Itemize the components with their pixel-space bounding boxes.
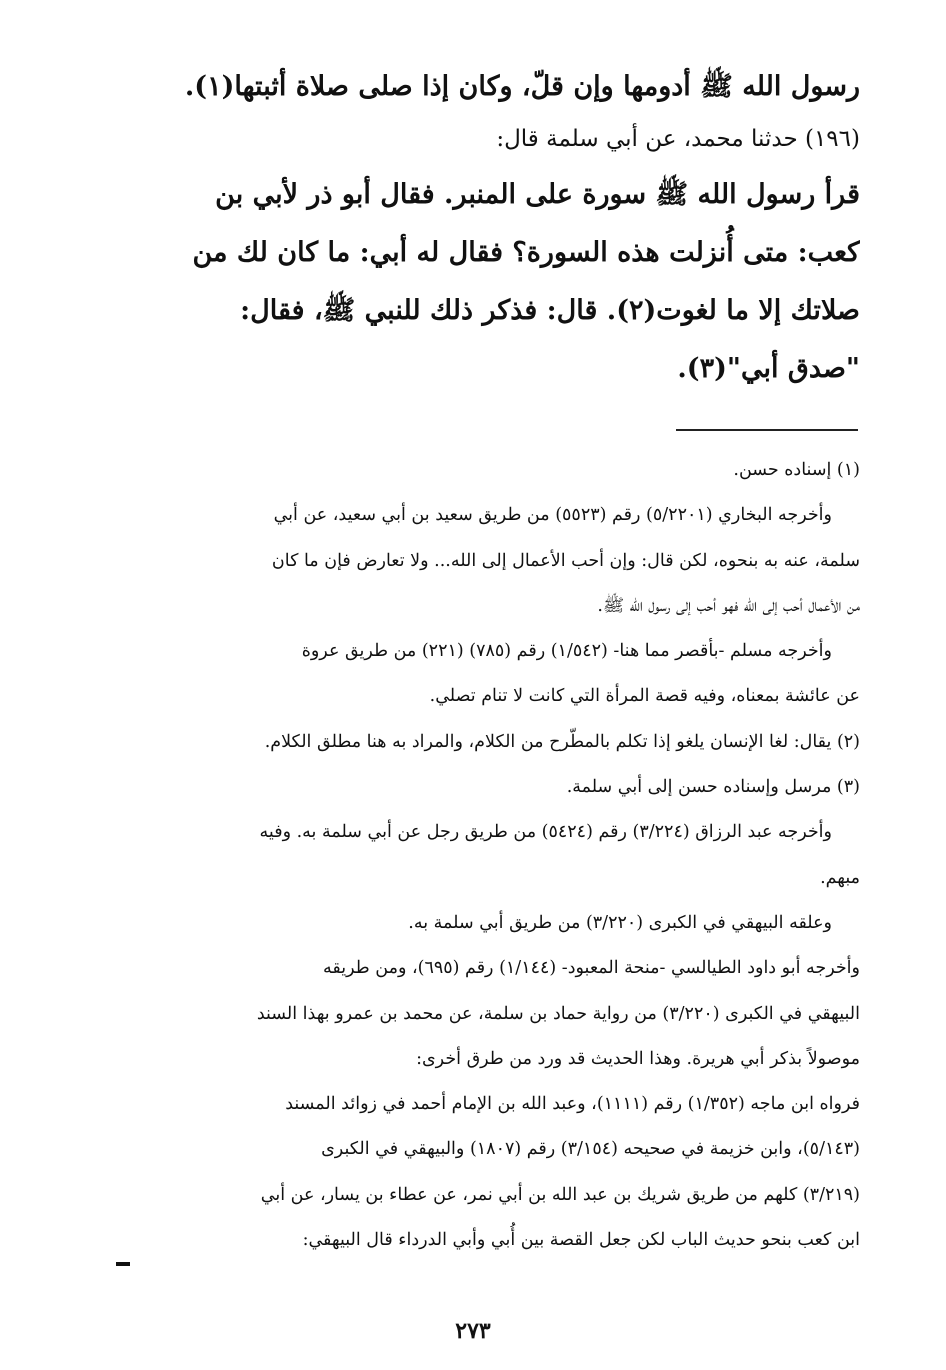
footnote-line: (١) إسناده حسن. [733, 460, 860, 480]
footnote-line: عن عائشة بمعناه، وفيه قصة المرأة التي كانت لا تنام تصلي. [429, 686, 860, 707]
footnotes-block [108, 448, 860, 1263]
footnote-line: البيهقي في الكبرى (٣/٢٢٠) من رواية حماد بن سلمة، عن محمد بن عمرو بهذا السند [256, 1003, 860, 1024]
continuation-mark [116, 1262, 130, 1266]
page-number: ٢٧٣ [455, 1318, 491, 1344]
footnote-line: مبهم. [820, 867, 860, 888]
footnote-line: (٥/١٤٣)، وابن خزيمة في صحيحه (٣/١٥٤) رقم (١٨٠٧) والبيهقي في الكبرى [321, 1139, 860, 1160]
footnote-line: (٢) يقال: لغا الإنسان يلغو إذا تكلم بالمطّرح من الكلام، والمراد به هنا مطلق الكلام. [264, 731, 860, 752]
footnote-line: فرواه ابن ماجه (١/٣٥٢) رقم (١١١١)، وعبد الله بن الإمام أحمد في زوائد المسند [285, 1094, 860, 1115]
main-text-line: رسول الله ﷺ أدومها وإن قلّ، وكان إذا صلى صلاة أثبتها(١). [184, 71, 860, 102]
footnote-line: سلمة، عنه به بنحوه، لكن قال: وإن أحب الأعمال إلى الله... ولا تعارض فإن ما كان [271, 550, 860, 571]
footnote-line: وأخرجه البخاري (٥/٢٢٠١) رقم (٥٥٢٣) من طريق سعيد بن أبي سعيد، عن أبي [273, 505, 832, 526]
hadith-line: قرأ رسول الله ﷺ سورة على المنبر. فقال أبو ذر لأبي بن [215, 179, 860, 210]
footnote-line: ابن كعب بنحو حديث الباب لكن جعل القصة بين أُبي وأبي الدرداء قال البيهقي: [302, 1230, 860, 1251]
hadith-text [100, 166, 860, 398]
footnote-line: وأخرجه مسلم -بأقصر مما هنا- (١/٥٤٢) رقم (٧٨٥) (٢٢١) من طريق عروة [301, 641, 832, 662]
footnote-line: وأخرجه أبو داود الطيالسي -منحة المعبود- (١/١٤٤) رقم (٦٩٥)، ومن طريقه [323, 958, 860, 979]
footnote-line: موصولاً بذكر أبي هريرة. وهذا الحديث قد ورد من طرق أخرى: [416, 1048, 860, 1069]
main-text-block [100, 58, 860, 398]
footnote-line: وأخرجه عبد الرزاق (٣/٢٢٤) رقم (٥٤٢٤) من طريق رجل عن أبي سلمة به. وفيه [259, 822, 832, 843]
footnote-separator [676, 429, 858, 431]
footnote-line: وعلقه البيهقي في الكبرى (٣/٢٢٠) من طريق أبي سلمة به. [408, 912, 832, 933]
hadith-line: صلاتك إلا ما لغوت(٢). قال: فذكر ذلك للنبي ﷺ، فقال: [240, 295, 860, 326]
hadith-line: "صدق أبي"(٣). [677, 353, 860, 384]
footnote-line: (٣) مرسل وإسناده حسن إلى أبي سلمة. [566, 777, 860, 798]
hadith-line: كعب: متى أُنزلت هذه السورة؟ فقال له أبي: ما كان لك من [192, 237, 860, 268]
hadith-intro: (١٩٦) حدثنا محمد، عن أبي سلمة قال: [496, 126, 860, 152]
footnote-line: (٣/٢١٩) كلهم من طريق شريك بن عبد الله بن أبي نمر، عن عطاء بن يسار، عن أبي [260, 1184, 860, 1205]
footnote-line: من الأعمال أحب إلى الله فهو أحب إلى رسول الله ﷺ. [597, 595, 860, 616]
